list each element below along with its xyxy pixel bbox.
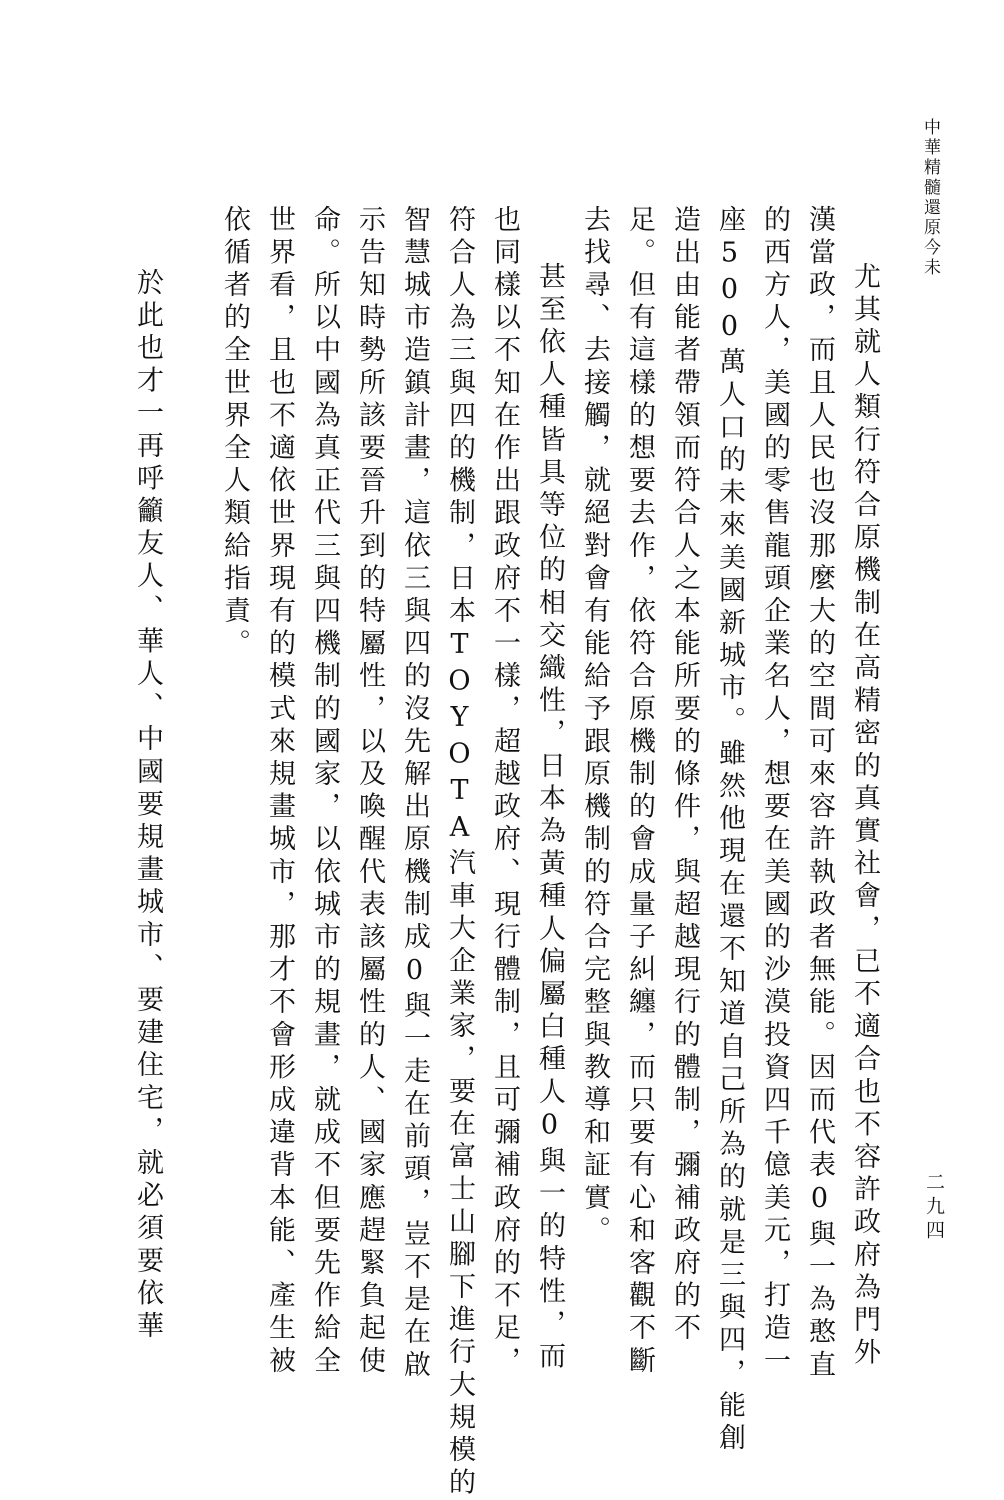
page-number: 二九四 (923, 1172, 945, 1244)
body-line: 依循者的全世界全人類給指責。 (219, 205, 250, 662)
closing-line: 於此也才一再呼籲友人、華人、中國要規畫城市、要建住宅，就必須要依華 (132, 268, 163, 1344)
body-line: 座500萬人口的未來美國新城市。雖然他現在還不知道自己所為的就是三與四，能創 (714, 205, 745, 1456)
body-line: 漢當政，而且人民也沒那麼大的空間可來容許執政者無能。因而代表0與一為憨直 (804, 205, 835, 1383)
body-line: 符合人為三與四的機制，日本TOYOTA汽車大企業家，要在富士山腳下進行大規模的 (444, 205, 475, 1500)
body-line: 智慧城市造鎮計畫，這依三與四的沒先解出原機制成0與一走在前頭，豈不是在啟 (399, 205, 430, 1383)
body-line: 足。但有這樣的想要去作，依符合原機制的會成量子糾纏，而只要有心和客觀不斷 (624, 205, 655, 1379)
body-line: 甚至依人種皆具等位的相交織性，日本為黃種人偏屬白種人0與一的特性，而 (534, 262, 565, 1375)
body-line: 去找尋、去接觸，就絕對會有能給予跟原機制的符合完整與教導和証實。 (579, 205, 610, 1249)
body-line: 也同樣以不知在作出跟政府不一樣，超越政府、現行體制，且可彌補政府的不足， (489, 205, 520, 1379)
running-header-title: 中華精髓還原今未 (920, 118, 940, 278)
body-line: 造出由能者帶領而符合人之本能所要的條件，與超越現行的體制，彌補政府的不 (669, 205, 700, 1346)
body-line: 的西方人，美國的零售龍頭企業名人，想要在美國的沙漠投資四千億美元，打造一 (759, 205, 790, 1379)
body-line: 尤其就人類行符合原機制在高精密的真實社會，已不適合也不容許政府為門外 (849, 262, 880, 1371)
body-line: 示告知時勢所該要晉升到的特屬性，以及喚醒代表該屬性的人、國家應趕緊負起使 (354, 205, 385, 1379)
body-line: 世界看，且也不適依世界現有的模式來規畫城市，那才不會形成違背本能、產生被 (264, 205, 295, 1379)
body-line: 命。所以中國為真正代三與四機制的國家，以依城市的規畫，就成不但要先作給全 (309, 205, 340, 1379)
